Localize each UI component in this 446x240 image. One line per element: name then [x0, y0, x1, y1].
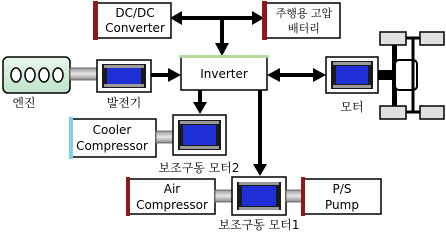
dcdc-converter-box	[93, 1, 171, 40]
inverter-label: Inverter	[200, 67, 248, 81]
arrow-to-inverter-right	[267, 68, 280, 82]
dcdc-line2: Converter	[105, 21, 165, 35]
cooler-shaft	[156, 131, 173, 143]
wheel-icon	[380, 32, 406, 45]
battery-line1: 주행용 고압	[275, 7, 333, 20]
aux-motor-1-core-icon	[242, 186, 276, 206]
generator	[97, 60, 151, 110]
ps-pump-box	[301, 177, 381, 216]
battery-line2: 배터리	[288, 22, 320, 35]
aux-motor-1-label: 보조구동 모터1	[218, 218, 300, 232]
cylinder-icon	[25, 68, 35, 82]
motor-label: 모터	[340, 100, 364, 114]
arrow-to-dcdc	[170, 11, 182, 25]
inverter-box	[179, 55, 269, 90]
arrow-to-aux-motor-2	[193, 102, 207, 114]
ps-shaft	[286, 190, 303, 202]
motor-core-icon	[336, 66, 368, 84]
cylinder-icon	[11, 68, 21, 82]
aux-motor-2-label: 보조구동 모터2	[158, 161, 240, 175]
traction-motor	[326, 32, 444, 119]
arrow-to-aux-motor-1	[253, 164, 267, 176]
arrow-to-inverter-top	[215, 43, 229, 56]
engine-generator-shaft	[70, 68, 97, 80]
cooler-line1: Cooler	[92, 123, 132, 137]
aux-motor-2-core-icon	[183, 125, 216, 145]
wheel-icon	[380, 106, 406, 119]
engine-label: 엔진	[12, 96, 36, 110]
air-shaft	[215, 190, 232, 202]
ps-line2: Pump	[325, 198, 359, 212]
generator-core-icon	[107, 68, 141, 84]
ps-line1: P/S	[332, 182, 352, 196]
air-line1: Air	[163, 182, 181, 196]
engine	[3, 57, 70, 110]
cylinder-icon	[39, 68, 49, 82]
arrow-gen-to-inverter	[168, 68, 181, 82]
battery-box	[262, 1, 340, 40]
wheel-icon	[420, 106, 444, 119]
cooler-line2: Compressor	[76, 139, 148, 153]
aux-motor-2	[158, 115, 239, 175]
arrow-to-motor	[313, 68, 326, 82]
aux-motor-1	[218, 177, 299, 232]
dcdc-line1: DC/DC	[115, 6, 155, 20]
air-compressor-box	[126, 177, 215, 216]
air-line2: Compressor	[136, 198, 208, 212]
wheel-icon	[420, 32, 444, 45]
cooler-compressor-box	[69, 117, 156, 159]
generator-label: 발전기	[106, 96, 142, 110]
cylinder-icon	[53, 68, 63, 82]
